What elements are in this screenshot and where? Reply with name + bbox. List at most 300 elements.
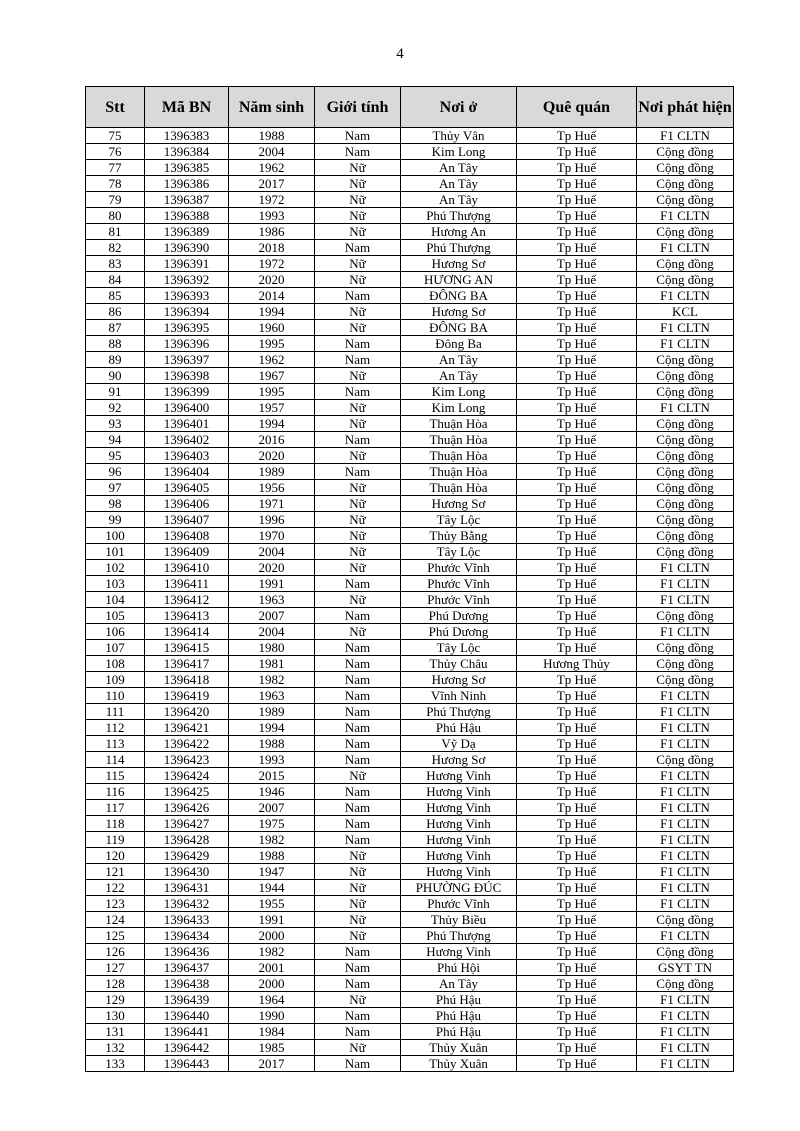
cell-birth-year: 1991: [229, 912, 315, 928]
cell-gender: Nữ: [315, 400, 401, 416]
cell-gender: Nam: [315, 944, 401, 960]
cell-hometown: Tp Huế: [517, 864, 637, 880]
cell-birth-year: 2020: [229, 560, 315, 576]
cell-gender: Nữ: [315, 880, 401, 896]
cell-patient-code: 1396410: [145, 560, 229, 576]
cell-gender: Nữ: [315, 624, 401, 640]
cell-residence: Thủy Châu: [401, 656, 517, 672]
cell-gender: Nữ: [315, 512, 401, 528]
cell-stt: 131: [86, 1024, 145, 1040]
cell-detection-place: Cộng đồng: [637, 448, 734, 464]
cell-residence: Hương Vinh: [401, 864, 517, 880]
cell-patient-code: 1396406: [145, 496, 229, 512]
cell-gender: Nam: [315, 656, 401, 672]
cell-residence: Phú Dương: [401, 624, 517, 640]
cell-patient-code: 1396419: [145, 688, 229, 704]
cell-hometown: Tp Huế: [517, 1040, 637, 1056]
cell-detection-place: Cộng đồng: [637, 416, 734, 432]
cell-detection-place: F1 CLTN: [637, 720, 734, 736]
cell-birth-year: 2000: [229, 928, 315, 944]
table-row: [86, 240, 734, 256]
cell-patient-code: 1396394: [145, 304, 229, 320]
table-row: [86, 608, 734, 624]
cell-patient-code: 1396426: [145, 800, 229, 816]
table-row: [86, 576, 734, 592]
cell-stt: 126: [86, 944, 145, 960]
cell-gender: Nữ: [315, 528, 401, 544]
cell-detection-place: Cộng đồng: [637, 912, 734, 928]
cell-hometown: Tp Huế: [517, 176, 637, 192]
cell-patient-code: 1396420: [145, 704, 229, 720]
cell-gender: Nữ: [315, 768, 401, 784]
table-row: [86, 368, 734, 384]
cell-gender: Nam: [315, 1008, 401, 1024]
cell-birth-year: 1982: [229, 944, 315, 960]
cell-stt: 102: [86, 560, 145, 576]
cell-gender: Nữ: [315, 496, 401, 512]
cell-stt: 88: [86, 336, 145, 352]
table-row: [86, 512, 734, 528]
cell-patient-code: 1396400: [145, 400, 229, 416]
table-row: [86, 432, 734, 448]
cell-residence: Hương Sơ: [401, 672, 517, 688]
cell-residence: Kim Long: [401, 144, 517, 160]
cell-patient-code: 1396398: [145, 368, 229, 384]
cell-gender: Nam: [315, 576, 401, 592]
cell-hometown: Tp Huế: [517, 704, 637, 720]
cell-stt: 106: [86, 624, 145, 640]
cell-residence: Thủy Biều: [401, 912, 517, 928]
cell-residence: Tây Lộc: [401, 512, 517, 528]
cell-stt: 99: [86, 512, 145, 528]
cell-birth-year: 1991: [229, 576, 315, 592]
cell-patient-code: 1396402: [145, 432, 229, 448]
cell-residence: An Tây: [401, 192, 517, 208]
cell-residence: Hương An: [401, 224, 517, 240]
table-row: [86, 416, 734, 432]
cell-hometown: Tp Huế: [517, 416, 637, 432]
cell-detection-place: F1 CLTN: [637, 1056, 734, 1072]
cell-birth-year: 1967: [229, 368, 315, 384]
table-row: [86, 672, 734, 688]
cell-residence: Thủy Xuân: [401, 1056, 517, 1072]
cell-stt: 97: [86, 480, 145, 496]
cell-stt: 84: [86, 272, 145, 288]
cell-gender: Nam: [315, 752, 401, 768]
cell-patient-code: 1396399: [145, 384, 229, 400]
cell-detection-place: Cộng đồng: [637, 176, 734, 192]
case-table: [85, 86, 734, 1072]
cell-gender: Nam: [315, 384, 401, 400]
cell-hometown: Tp Huế: [517, 752, 637, 768]
cell-gender: Nam: [315, 832, 401, 848]
cell-patient-code: 1396414: [145, 624, 229, 640]
cell-patient-code: 1396389: [145, 224, 229, 240]
cell-stt: 86: [86, 304, 145, 320]
cell-gender: Nam: [315, 1024, 401, 1040]
cell-birth-year: 2004: [229, 544, 315, 560]
cell-birth-year: 1990: [229, 1008, 315, 1024]
cell-hometown: Tp Huế: [517, 144, 637, 160]
cell-stt: 129: [86, 992, 145, 1008]
cell-patient-code: 1396425: [145, 784, 229, 800]
cell-detection-place: KCL: [637, 304, 734, 320]
cell-hometown: Tp Huế: [517, 512, 637, 528]
cell-birth-year: 1955: [229, 896, 315, 912]
table-row: [86, 144, 734, 160]
cell-detection-place: Cộng đồng: [637, 672, 734, 688]
cell-residence: Hương Vinh: [401, 944, 517, 960]
cell-detection-place: Cộng đồng: [637, 512, 734, 528]
header-birth-year: Năm sinh: [229, 87, 315, 128]
cell-detection-place: F1 CLTN: [637, 864, 734, 880]
cell-detection-place: Cộng đồng: [637, 368, 734, 384]
table-row: [86, 720, 734, 736]
table-row: [86, 256, 734, 272]
cell-birth-year: 1963: [229, 688, 315, 704]
cell-detection-place: F1 CLTN: [637, 560, 734, 576]
cell-residence: Hương Vinh: [401, 848, 517, 864]
cell-residence: Kim Long: [401, 384, 517, 400]
cell-hometown: Tp Huế: [517, 544, 637, 560]
cell-stt: 93: [86, 416, 145, 432]
cell-stt: 127: [86, 960, 145, 976]
cell-patient-code: 1396386: [145, 176, 229, 192]
cell-patient-code: 1396441: [145, 1024, 229, 1040]
table-row: [86, 752, 734, 768]
cell-stt: 80: [86, 208, 145, 224]
table-row: [86, 784, 734, 800]
cell-hometown: Tp Huế: [517, 1024, 637, 1040]
cell-residence: Thủy Vân: [401, 128, 517, 144]
table-row: [86, 1040, 734, 1056]
header-hometown: Quê quán: [517, 87, 637, 128]
cell-patient-code: 1396412: [145, 592, 229, 608]
cell-hometown: Tp Huế: [517, 992, 637, 1008]
cell-gender: Nam: [315, 336, 401, 352]
cell-hometown: Tp Huế: [517, 496, 637, 512]
cell-patient-code: 1396388: [145, 208, 229, 224]
cell-gender: Nữ: [315, 992, 401, 1008]
cell-residence: An Tây: [401, 368, 517, 384]
cell-birth-year: 1975: [229, 816, 315, 832]
cell-residence: Phước Vĩnh: [401, 576, 517, 592]
header-detection-place: Nơi phát hiện: [637, 87, 734, 128]
cell-detection-place: F1 CLTN: [637, 848, 734, 864]
cell-detection-place: F1 CLTN: [637, 704, 734, 720]
cell-stt: 103: [86, 576, 145, 592]
cell-birth-year: 1994: [229, 720, 315, 736]
cell-hometown: Tp Huế: [517, 352, 637, 368]
cell-stt: 91: [86, 384, 145, 400]
cell-patient-code: 1396397: [145, 352, 229, 368]
cell-residence: An Tây: [401, 976, 517, 992]
cell-detection-place: Cộng đồng: [637, 192, 734, 208]
cell-residence: Thuận Hòa: [401, 464, 517, 480]
cell-residence: Phú Hậu: [401, 1024, 517, 1040]
cell-detection-place: Cộng đồng: [637, 752, 734, 768]
cell-hometown: Tp Huế: [517, 400, 637, 416]
cell-birth-year: 1995: [229, 336, 315, 352]
table-row: [86, 336, 734, 352]
cell-residence: Phú Hội: [401, 960, 517, 976]
table-row: [86, 160, 734, 176]
cell-detection-place: Cộng đồng: [637, 608, 734, 624]
cell-birth-year: 2001: [229, 960, 315, 976]
cell-detection-place: Cộng đồng: [637, 640, 734, 656]
cell-patient-code: 1396434: [145, 928, 229, 944]
cell-birth-year: 1947: [229, 864, 315, 880]
cell-hometown: Tp Huế: [517, 816, 637, 832]
cell-gender: Nữ: [315, 560, 401, 576]
cell-patient-code: 1396409: [145, 544, 229, 560]
cell-birth-year: 1993: [229, 752, 315, 768]
cell-residence: PHƯỜNG ĐÚC: [401, 880, 517, 896]
cell-detection-place: F1 CLTN: [637, 816, 734, 832]
cell-detection-place: Cộng đồng: [637, 144, 734, 160]
cell-residence: Hương Vinh: [401, 816, 517, 832]
cell-patient-code: 1396422: [145, 736, 229, 752]
cell-detection-place: Cộng đồng: [637, 544, 734, 560]
cell-patient-code: 1396424: [145, 768, 229, 784]
cell-birth-year: 2004: [229, 144, 315, 160]
cell-gender: Nữ: [315, 304, 401, 320]
cell-birth-year: 1988: [229, 128, 315, 144]
cell-hometown: Tp Huế: [517, 912, 637, 928]
cell-gender: Nữ: [315, 192, 401, 208]
cell-detection-place: Cộng đồng: [637, 384, 734, 400]
cell-stt: 118: [86, 816, 145, 832]
cell-hometown: Tp Huế: [517, 432, 637, 448]
cell-birth-year: 2004: [229, 624, 315, 640]
cell-birth-year: 1994: [229, 416, 315, 432]
table-row: [86, 848, 734, 864]
cell-hometown: Tp Huế: [517, 368, 637, 384]
cell-birth-year: 1982: [229, 672, 315, 688]
cell-gender: Nam: [315, 1056, 401, 1072]
cell-stt: 120: [86, 848, 145, 864]
cell-residence: An Tây: [401, 176, 517, 192]
table-row: [86, 464, 734, 480]
cell-patient-code: 1396427: [145, 816, 229, 832]
cell-stt: 95: [86, 448, 145, 464]
cell-detection-place: F1 CLTN: [637, 1024, 734, 1040]
table-row: [86, 128, 734, 144]
cell-detection-place: F1 CLTN: [637, 928, 734, 944]
cell-stt: 82: [86, 240, 145, 256]
cell-birth-year: 1994: [229, 304, 315, 320]
table-row: [86, 448, 734, 464]
cell-birth-year: 1981: [229, 656, 315, 672]
cell-stt: 121: [86, 864, 145, 880]
cell-birth-year: 1972: [229, 192, 315, 208]
cell-gender: Nữ: [315, 480, 401, 496]
cell-residence: Phú Thượng: [401, 240, 517, 256]
cell-patient-code: 1396405: [145, 480, 229, 496]
cell-gender: Nam: [315, 432, 401, 448]
cell-gender: Nữ: [315, 912, 401, 928]
cell-stt: 101: [86, 544, 145, 560]
table-row: [86, 320, 734, 336]
cell-hometown: Tp Huế: [517, 272, 637, 288]
cell-birth-year: 2018: [229, 240, 315, 256]
cell-gender: Nam: [315, 736, 401, 752]
cell-residence: Tây Lộc: [401, 640, 517, 656]
cell-hometown: Tp Huế: [517, 976, 637, 992]
cell-detection-place: F1 CLTN: [637, 992, 734, 1008]
cell-detection-place: Cộng đồng: [637, 976, 734, 992]
cell-birth-year: 1964: [229, 992, 315, 1008]
cell-hometown: Tp Huế: [517, 464, 637, 480]
cell-detection-place: F1 CLTN: [637, 768, 734, 784]
cell-gender: Nam: [315, 128, 401, 144]
cell-hometown: Tp Huế: [517, 944, 637, 960]
cell-stt: 108: [86, 656, 145, 672]
cell-patient-code: 1396385: [145, 160, 229, 176]
table-row: [86, 656, 734, 672]
cell-stt: 111: [86, 704, 145, 720]
cell-birth-year: 1989: [229, 464, 315, 480]
cell-stt: 104: [86, 592, 145, 608]
cell-patient-code: 1396407: [145, 512, 229, 528]
cell-stt: 107: [86, 640, 145, 656]
cell-hometown: Tp Huế: [517, 192, 637, 208]
cell-patient-code: 1396433: [145, 912, 229, 928]
cell-hometown: Tp Huế: [517, 960, 637, 976]
page-number: 4: [396, 46, 404, 62]
table-row: [86, 640, 734, 656]
cell-patient-code: 1396428: [145, 832, 229, 848]
cell-gender: Nữ: [315, 176, 401, 192]
table-row: [86, 944, 734, 960]
cell-patient-code: 1396411: [145, 576, 229, 592]
cell-birth-year: 1971: [229, 496, 315, 512]
cell-residence: Thuận Hòa: [401, 432, 517, 448]
cell-gender: Nữ: [315, 208, 401, 224]
cell-patient-code: 1396387: [145, 192, 229, 208]
cell-patient-code: 1396413: [145, 608, 229, 624]
cell-gender: Nam: [315, 288, 401, 304]
cell-gender: Nam: [315, 704, 401, 720]
table-row: [86, 224, 734, 240]
cell-gender: Nữ: [315, 320, 401, 336]
table-row: [86, 480, 734, 496]
cell-stt: 122: [86, 880, 145, 896]
cell-stt: 100: [86, 528, 145, 544]
cell-birth-year: 1980: [229, 640, 315, 656]
cell-gender: Nam: [315, 960, 401, 976]
table-row: [86, 208, 734, 224]
cell-patient-code: 1396393: [145, 288, 229, 304]
cell-hometown: Tp Huế: [517, 208, 637, 224]
cell-birth-year: 1996: [229, 512, 315, 528]
table-row: [86, 704, 734, 720]
cell-birth-year: 2020: [229, 448, 315, 464]
cell-birth-year: 2016: [229, 432, 315, 448]
cell-stt: 132: [86, 1040, 145, 1056]
cell-detection-place: F1 CLTN: [637, 400, 734, 416]
cell-gender: Nam: [315, 608, 401, 624]
table-header-row: [86, 87, 734, 128]
cell-residence: Phú Hậu: [401, 992, 517, 1008]
cell-residence: Vĩnh Ninh: [401, 688, 517, 704]
cell-residence: Thuận Hòa: [401, 416, 517, 432]
cell-stt: 125: [86, 928, 145, 944]
cell-stt: 81: [86, 224, 145, 240]
cell-gender: Nam: [315, 640, 401, 656]
table-row: [86, 288, 734, 304]
cell-birth-year: 1962: [229, 352, 315, 368]
cell-gender: Nữ: [315, 544, 401, 560]
cell-stt: 123: [86, 896, 145, 912]
cell-residence: Thủy Xuân: [401, 1040, 517, 1056]
cell-patient-code: 1396392: [145, 272, 229, 288]
cell-residence: Hương Sơ: [401, 304, 517, 320]
cell-hometown: Tp Huế: [517, 576, 637, 592]
cell-gender: Nam: [315, 976, 401, 992]
cell-gender: Nữ: [315, 448, 401, 464]
cell-stt: 78: [86, 176, 145, 192]
cell-birth-year: 1985: [229, 1040, 315, 1056]
table-row: [86, 1024, 734, 1040]
cell-stt: 83: [86, 256, 145, 272]
table-row: [86, 176, 734, 192]
cell-birth-year: 1984: [229, 1024, 315, 1040]
cell-hometown: Tp Huế: [517, 480, 637, 496]
cell-residence: Phú Thượng: [401, 928, 517, 944]
cell-hometown: Tp Huế: [517, 880, 637, 896]
cell-patient-code: 1396417: [145, 656, 229, 672]
cell-stt: 124: [86, 912, 145, 928]
cell-hometown: Tp Huế: [517, 224, 637, 240]
cell-hometown: Tp Huế: [517, 848, 637, 864]
cell-stt: 90: [86, 368, 145, 384]
cell-patient-code: 1396403: [145, 448, 229, 464]
cell-patient-code: 1396384: [145, 144, 229, 160]
cell-stt: 92: [86, 400, 145, 416]
cell-hometown: Tp Huế: [517, 384, 637, 400]
cell-residence: Phước Vĩnh: [401, 896, 517, 912]
cell-hometown: Tp Huế: [517, 720, 637, 736]
cell-stt: 94: [86, 432, 145, 448]
cell-gender: Nam: [315, 720, 401, 736]
cell-detection-place: F1 CLTN: [637, 336, 734, 352]
table-row: [86, 496, 734, 512]
table-body: [86, 128, 734, 1072]
cell-stt: 112: [86, 720, 145, 736]
cell-hometown: Tp Huế: [517, 240, 637, 256]
cell-residence: Đông Ba: [401, 336, 517, 352]
cell-gender: Nam: [315, 144, 401, 160]
cell-birth-year: 1956: [229, 480, 315, 496]
table-row: [86, 800, 734, 816]
cell-patient-code: 1396396: [145, 336, 229, 352]
cell-birth-year: 1986: [229, 224, 315, 240]
cell-gender: Nam: [315, 464, 401, 480]
cell-birth-year: 1962: [229, 160, 315, 176]
cell-gender: Nam: [315, 784, 401, 800]
table-row: [86, 976, 734, 992]
cell-residence: Phú Thượng: [401, 208, 517, 224]
cell-detection-place: Cộng đồng: [637, 656, 734, 672]
cell-stt: 85: [86, 288, 145, 304]
cell-patient-code: 1396430: [145, 864, 229, 880]
cell-detection-place: F1 CLTN: [637, 592, 734, 608]
table-row: [86, 816, 734, 832]
cell-stt: 79: [86, 192, 145, 208]
cell-residence: Thuận Hòa: [401, 480, 517, 496]
cell-gender: Nữ: [315, 928, 401, 944]
